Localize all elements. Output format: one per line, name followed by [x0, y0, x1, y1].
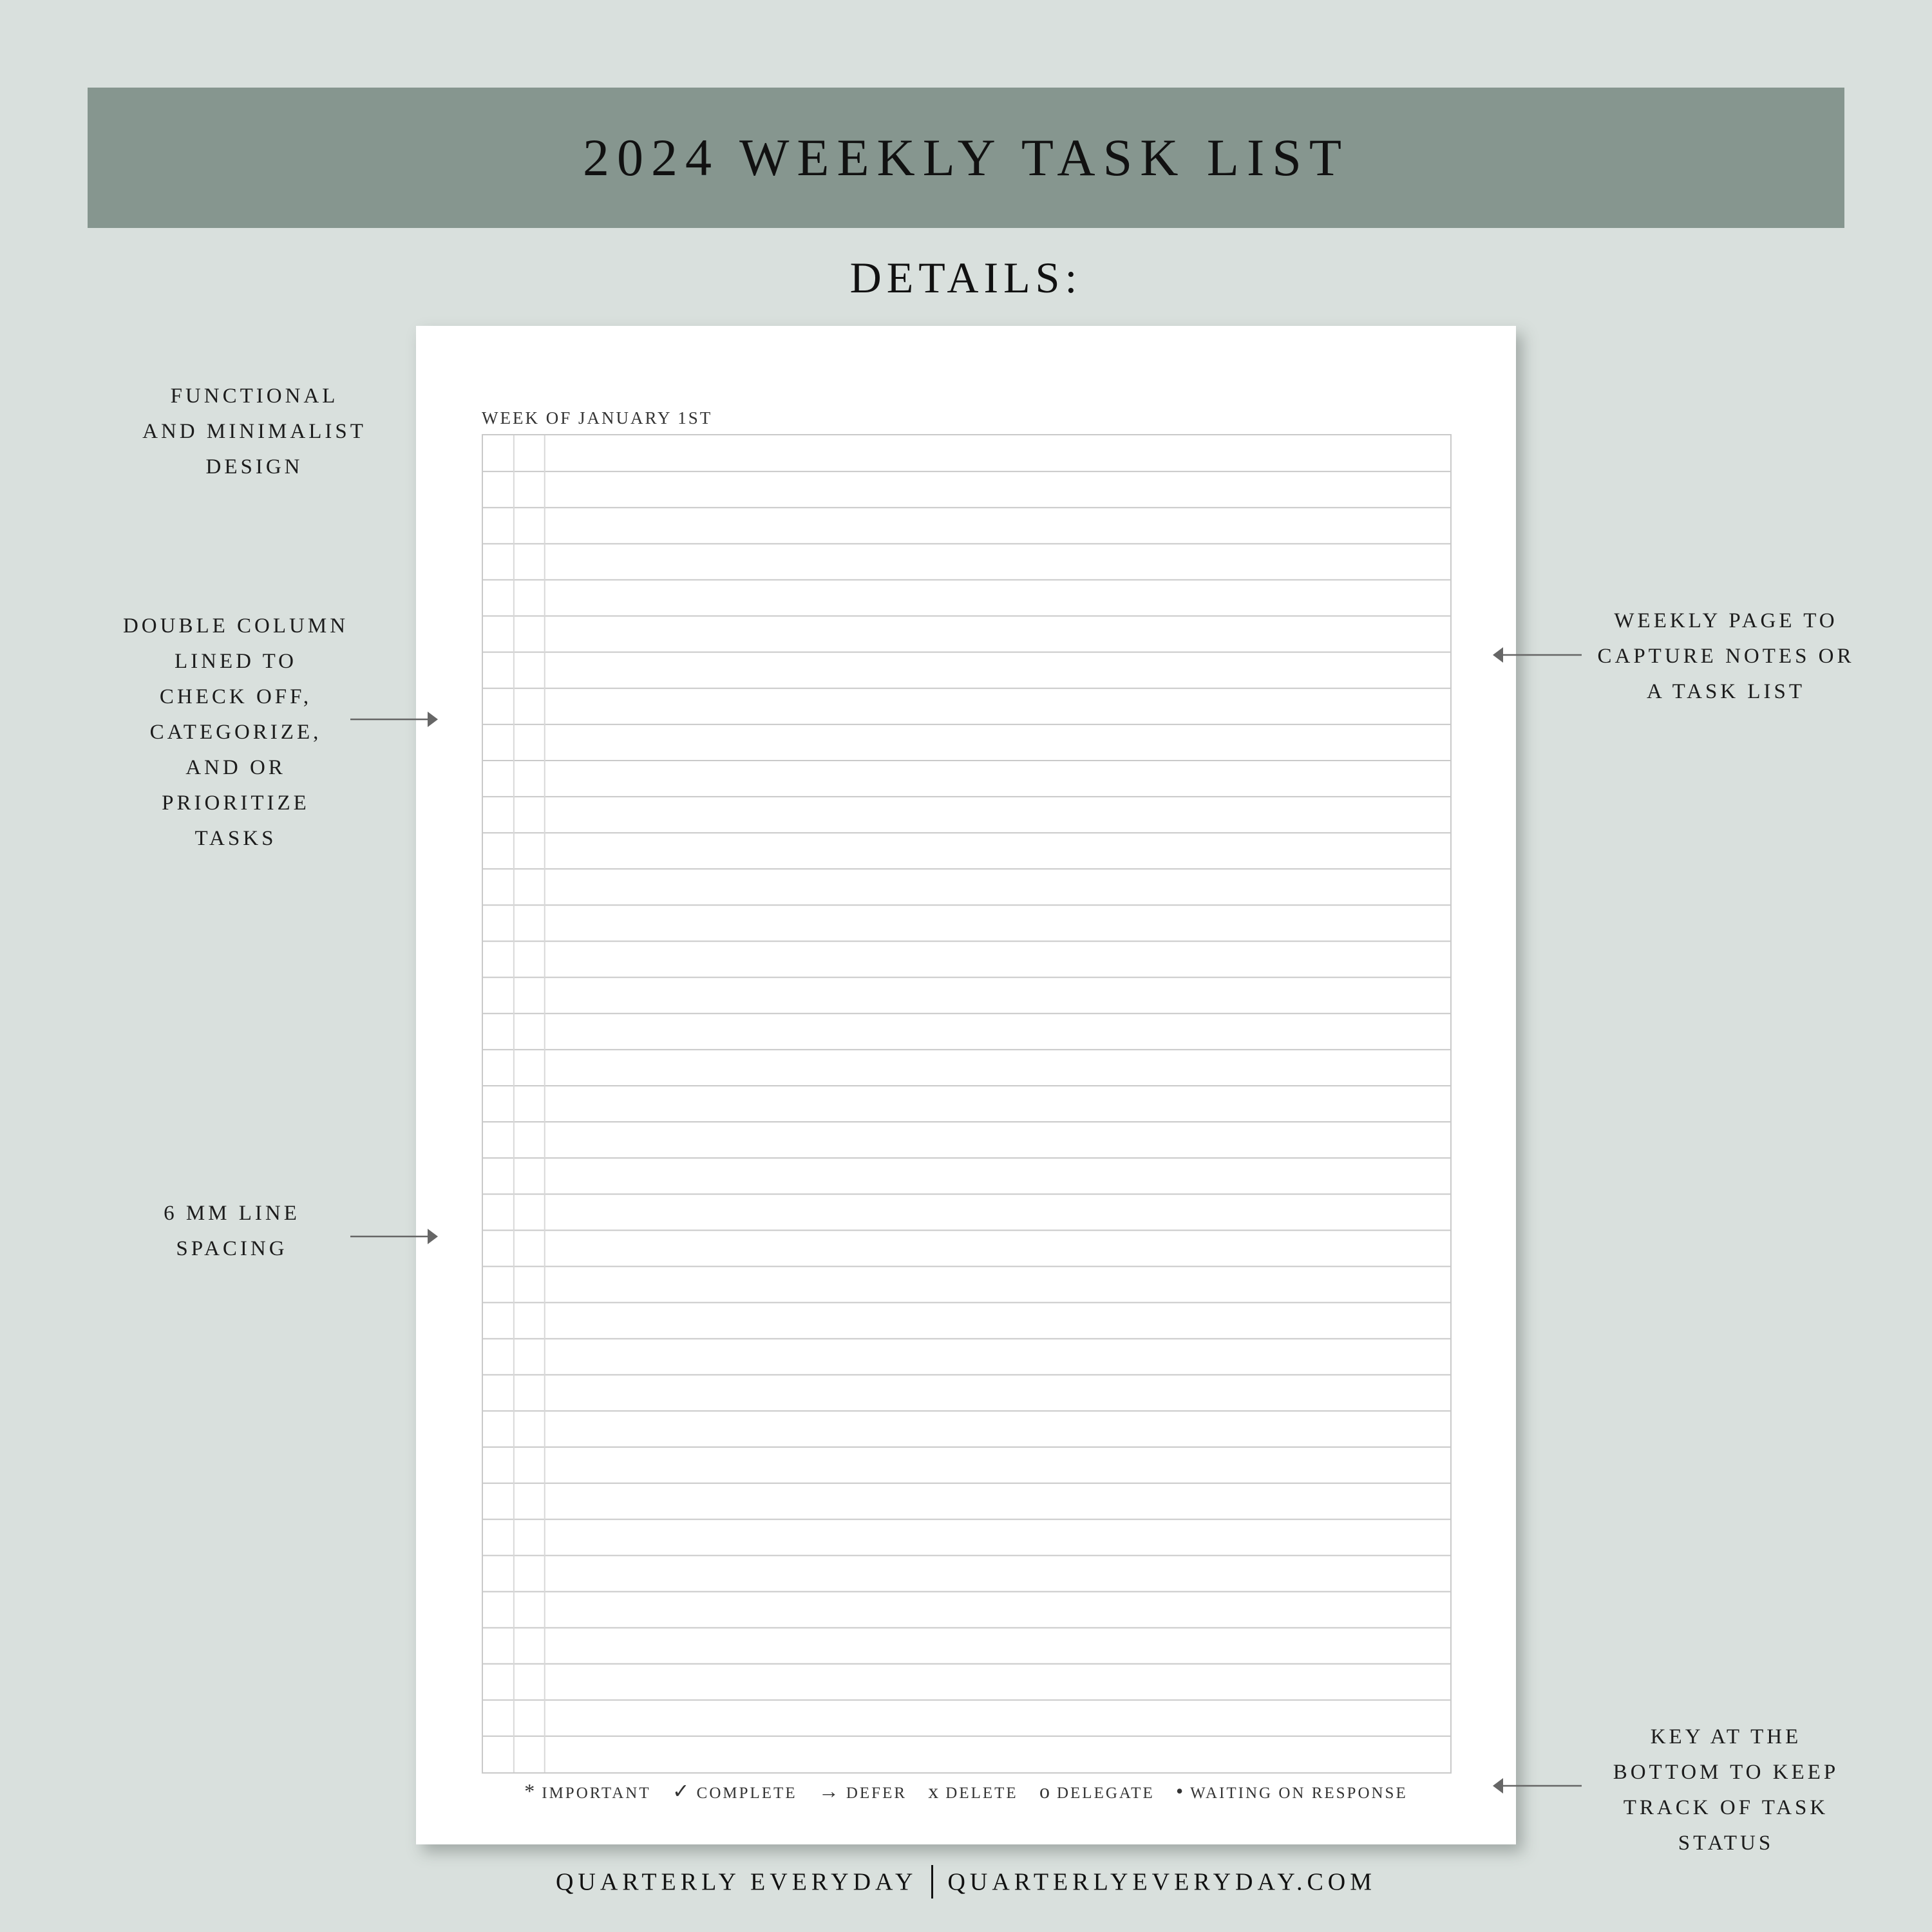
details-heading: DETAILS:	[849, 253, 1083, 302]
lined-grid	[482, 434, 1452, 1774]
annotation-line: A TASK LIST	[1646, 680, 1806, 703]
annotation-line: AND MINIMALIST	[142, 420, 366, 443]
annotation-line: CAPTURE NOTES OR	[1597, 645, 1855, 668]
x-icon: x	[928, 1779, 941, 1803]
key-complete	[672, 1779, 797, 1803]
annotation-line: WEEKLY PAGE TO	[1614, 609, 1838, 632]
annotation-line: KEY AT THE	[1650, 1725, 1802, 1748]
grid-lines	[483, 435, 1450, 1772]
checkmark-icon: ✓	[672, 1779, 692, 1803]
annotation-line: DOUBLE COLUMN	[122, 614, 349, 638]
arrow-right-icon	[349, 1226, 439, 1247]
footer-website[interactable]: QUARTERLYEVERYDAY.COM	[947, 1868, 1377, 1896]
key-label: DELEGATE	[1056, 1785, 1155, 1802]
arrow-right-icon	[349, 708, 439, 730]
annotation-spacing	[103, 1196, 361, 1267]
annotation-line: LINED TO	[174, 650, 297, 673]
annotation-line: STATUS	[1678, 1832, 1774, 1855]
key-defer	[818, 1779, 907, 1803]
annotation-line: CATEGORIZE,	[149, 721, 322, 744]
annotation-line: 6 MM LINE	[164, 1202, 300, 1225]
asterisk-icon: *	[524, 1779, 537, 1803]
key-label: DEFER	[846, 1785, 907, 1802]
key-label: WAITING ON RESPONSE	[1190, 1785, 1408, 1802]
page-title: 2024 WEEKLY TASK LIST	[582, 128, 1350, 187]
planner-sheet	[416, 326, 1516, 1844]
annotation-columns	[107, 609, 365, 857]
arrow-left-icon	[1492, 644, 1583, 666]
footer-divider	[931, 1865, 933, 1899]
arrow-right-icon: →	[818, 1779, 841, 1803]
annotation-weekly	[1565, 603, 1887, 710]
title-banner	[88, 88, 1844, 228]
annotation-line: DESIGN	[205, 455, 303, 478]
key-important	[524, 1779, 651, 1803]
key-delete	[928, 1779, 1018, 1803]
task-key	[416, 1779, 1516, 1803]
annotation-design	[126, 379, 383, 485]
key-waiting	[1175, 1779, 1408, 1803]
annotation-key	[1565, 1719, 1887, 1861]
annotation-line: FUNCTIONAL	[170, 384, 339, 408]
annotation-line: PRIORITIZE	[162, 791, 310, 815]
key-delegate	[1039, 1779, 1155, 1803]
bullet-icon: •	[1175, 1779, 1186, 1803]
annotation-line: BOTTOM TO KEEP	[1613, 1761, 1839, 1784]
annotation-line: SPACING	[176, 1237, 288, 1260]
annotation-line: TRACK OF TASK	[1623, 1796, 1829, 1819]
annotation-line: CHECK OFF,	[159, 685, 312, 708]
circle-icon: o	[1039, 1779, 1052, 1803]
annotation-line: TASKS	[194, 827, 277, 850]
footer-brand: QUARTERLY EVERYDAY	[555, 1868, 918, 1896]
footer	[0, 1868, 1932, 1901]
key-label: IMPORTANT	[542, 1785, 651, 1802]
week-label: WEEK OF JANUARY 1ST	[482, 408, 713, 428]
annotation-line: AND OR	[185, 756, 286, 779]
key-label: DELETE	[945, 1785, 1018, 1802]
arrow-left-icon	[1492, 1775, 1583, 1797]
key-label: COMPLETE	[696, 1785, 797, 1802]
